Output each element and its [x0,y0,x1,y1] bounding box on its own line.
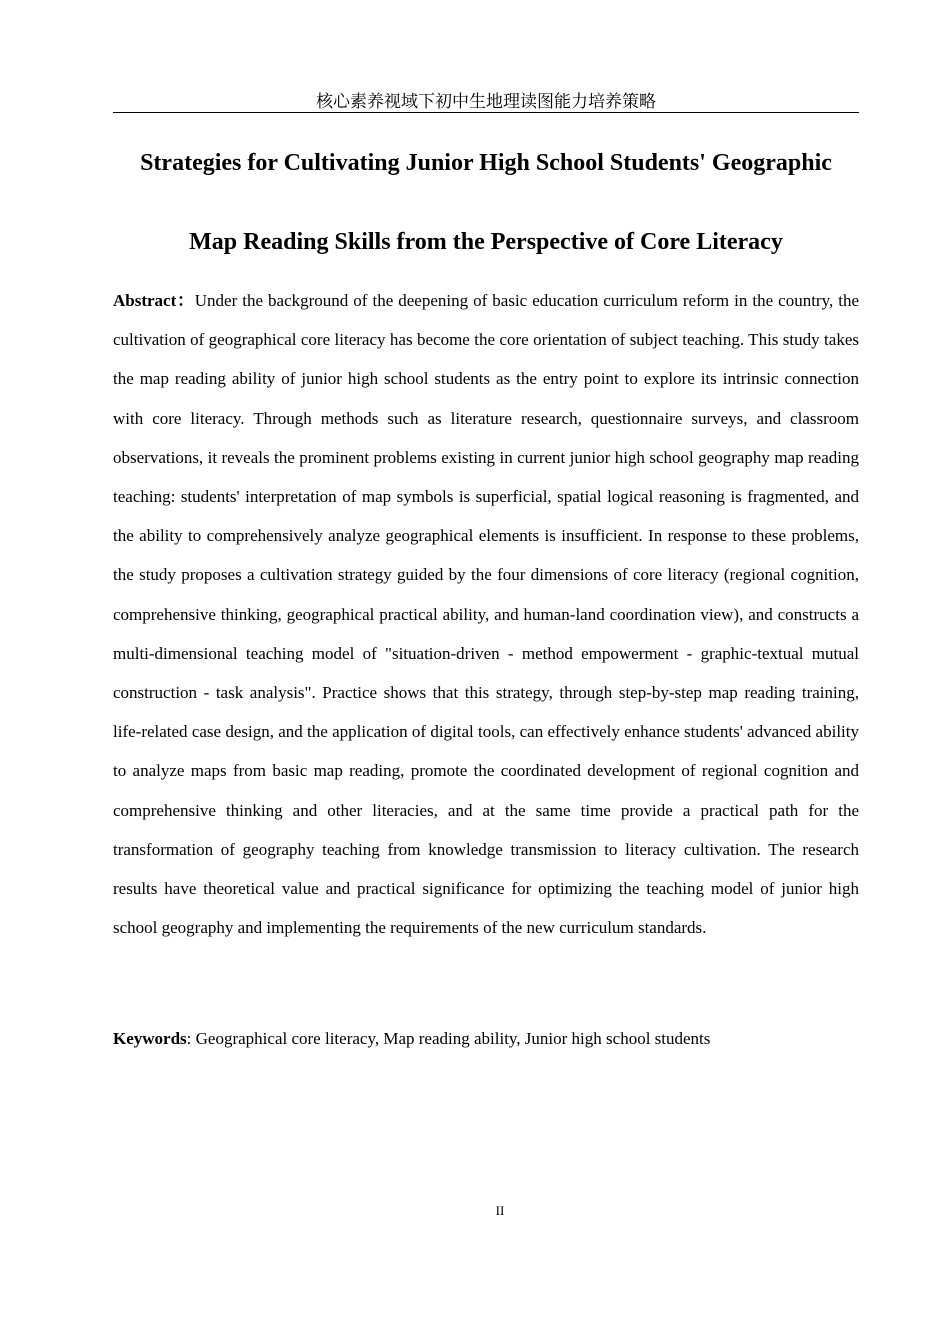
page-number: II [495,1203,505,1218]
abstract-label: Abstract： [113,291,195,310]
title-line-2: Map Reading Skills from the Perspective of Core Literacy [189,229,783,255]
keywords-line [113,1025,859,1053]
running-header: 核心素养视域下初中生地理读图能力培养策略 [113,92,859,113]
abstract-text: Under the background of the deepening of basic education curriculum reform in the country, the cultivation of geographical core literacy has become the core orientation of subject teaching. This study takes the map reading ability of junior high school students as the entry point to explore its intrinsic connection with core literacy. Through methods such as literature research, questionnaire surveys, and classroom observations, it reveals the prominent problems existing in current junior high school geography map reading teaching: students' interpretation of map symbols is superficial, spatial logical reasoning is fragmented, and the ability to comprehensively analyze geographical elements is insufficient. In response to these problems, the study proposes a cultivation strategy guided by the four dimensions of core literacy (regional cognition, comprehensive thinking, geographical practical ability, and human-land coordination view), and constructs a multi-dimensional teaching model of "situation-driven - method empowerment - graphic-textual mutual construction - task analysis". Practice shows that this strategy, through step-by-step map reading training, life-related case design, and the application of digital tools, can effectively enhance students' advanced ability to analyze maps from basic map reading, promote the coordinated development of regional cognition and comprehensive thinking and other literacies, and at the same time provide a practical path for the transformation of geography teaching from knowledge transmission to literacy cultivation. The research results have theoretical value and practical significance for optimizing the teaching model of junior high school geography and implementing the requirements of the new curriculum standards. [113,291,859,938]
keywords-label: Keywords [113,1029,187,1048]
keywords-text: Geographical core literacy, Map reading ability, Junior high school students [191,1029,711,1048]
title-line-1: Strategies for Cultivating Junior High School Students' Geographic [140,150,832,176]
abstract-paragraph [113,281,859,947]
keywords-separator: : [186,1029,192,1048]
